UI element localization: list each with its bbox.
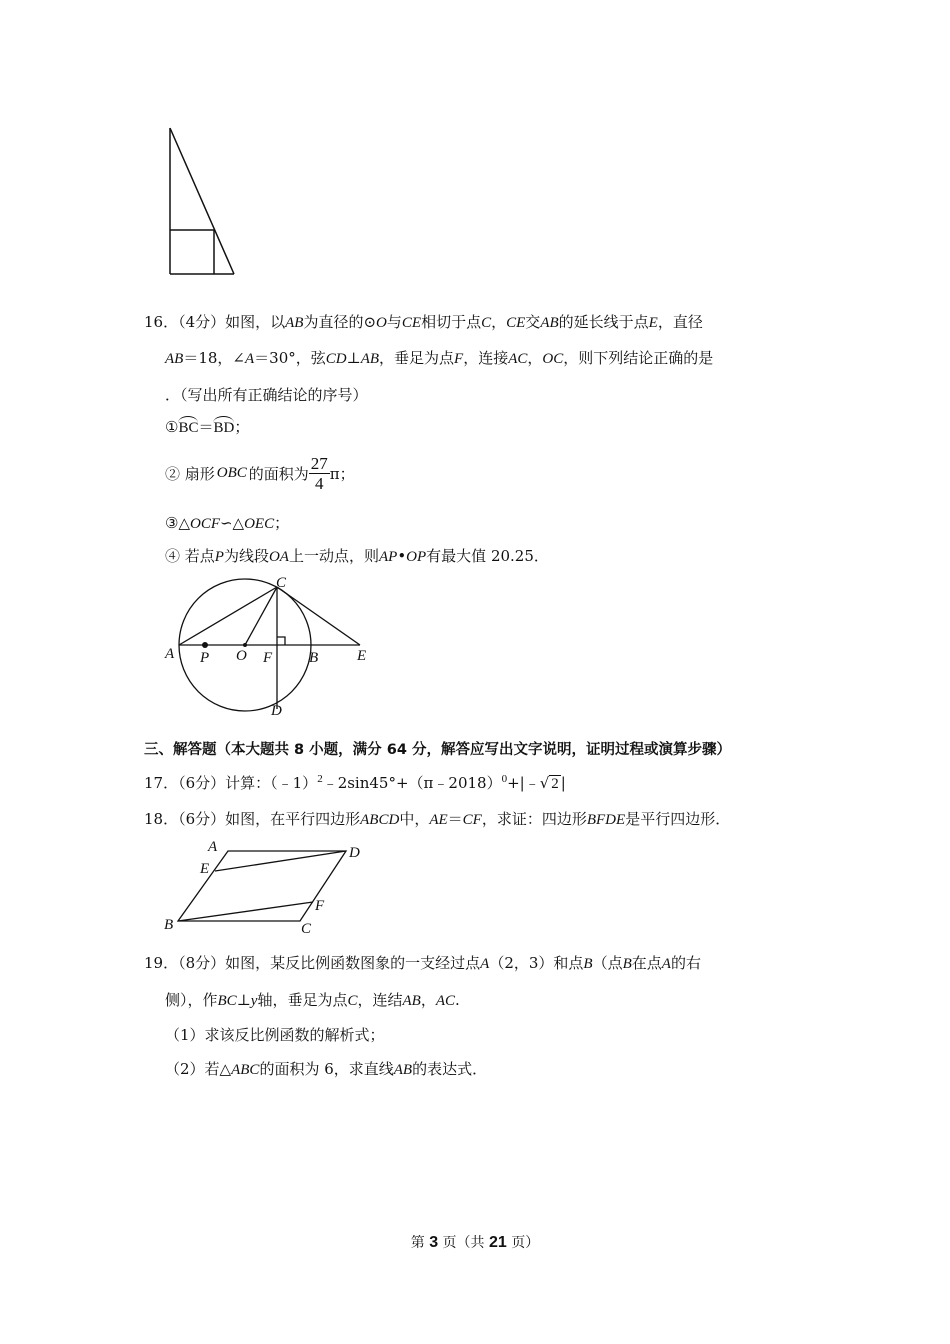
fraction-27-4: $\frac{27}{4}$ — [310, 454, 328, 493]
label-P: P — [200, 650, 210, 666]
total-pages: 21 — [489, 1234, 507, 1251]
q16-line3: ．（写出所有正确结论的序号） — [165, 386, 368, 404]
q16-option-4: ④ 若点P为线段OA上一动点，则AP•OP有最大值 20.25． — [165, 547, 549, 565]
arc-bc: BC — [178, 416, 198, 437]
section-heading: 三、解答题（本大题共 8 小题，满分 64 分，解答应写出文字说明，证明过程或演算步骤） — [144, 742, 731, 758]
page-footer: 第 3 页（共 21 页） — [410, 1234, 540, 1251]
q16-line1: 16．（4分）如图，以AB为直径的⊙O与CE相切于点C，CE交AB的延长线于点E，直径 — [144, 313, 703, 331]
q18: 18．（6分）如图，在平行四边形ABCD中，AE＝CF，求证：四边形BFDE是平行四边形． — [144, 810, 731, 828]
label-D: D — [349, 845, 360, 861]
q16-option-1: ①BC＝BD； — [165, 418, 250, 436]
triangle-square-figure — [160, 120, 250, 285]
label-A: A — [165, 646, 175, 662]
label-F: F — [315, 898, 325, 914]
arc-bd: BD — [213, 416, 234, 437]
label-B: B — [164, 917, 174, 933]
page-number: 3 — [429, 1234, 439, 1251]
label-C: C — [301, 921, 312, 935]
sqrt-sign: √ — [539, 774, 550, 792]
label-A: A — [208, 839, 218, 855]
q16-option-3: ③△OCF∽△OEC； — [165, 514, 290, 532]
label-F: F — [263, 650, 273, 666]
parallelogram-figure — [160, 835, 370, 935]
label-B: B — [309, 650, 319, 666]
label-D: D — [271, 703, 282, 719]
q17: 17．（6分）计算：（﹣1）$^2$﹣2sin45°+（π﹣2018）$^0$+|﹣√ 2 | — [144, 773, 566, 792]
label-E: E — [357, 648, 367, 664]
label-O: O — [236, 648, 247, 664]
q19-sub1: （1）求该反比例函数的解析式； — [165, 1026, 385, 1044]
q19-line1: 19．（8分）如图，某反比例函数图象的一支经过点A（2，3）和点B（点B在点A的右 — [144, 954, 701, 972]
q19-sub2: （2）若△ABC的面积为 6，求直线AB的表达式． — [165, 1060, 488, 1078]
label-E: E — [200, 861, 210, 877]
label-C: C — [276, 575, 287, 591]
q16-line2: AB＝18，∠A＝30°，弦CD⊥AB，垂足为点F，连接AC，OC，则下列结论正确的是 — [165, 349, 714, 367]
circle-tangent-figure — [160, 572, 380, 722]
q16-option-2: ② 扇形 OBC 的面积为 $\frac{27}{4}$ π； — [165, 454, 355, 493]
q19-line2: 侧），作BC⊥y轴，垂足为点C，连结AB，AC. — [165, 991, 460, 1009]
